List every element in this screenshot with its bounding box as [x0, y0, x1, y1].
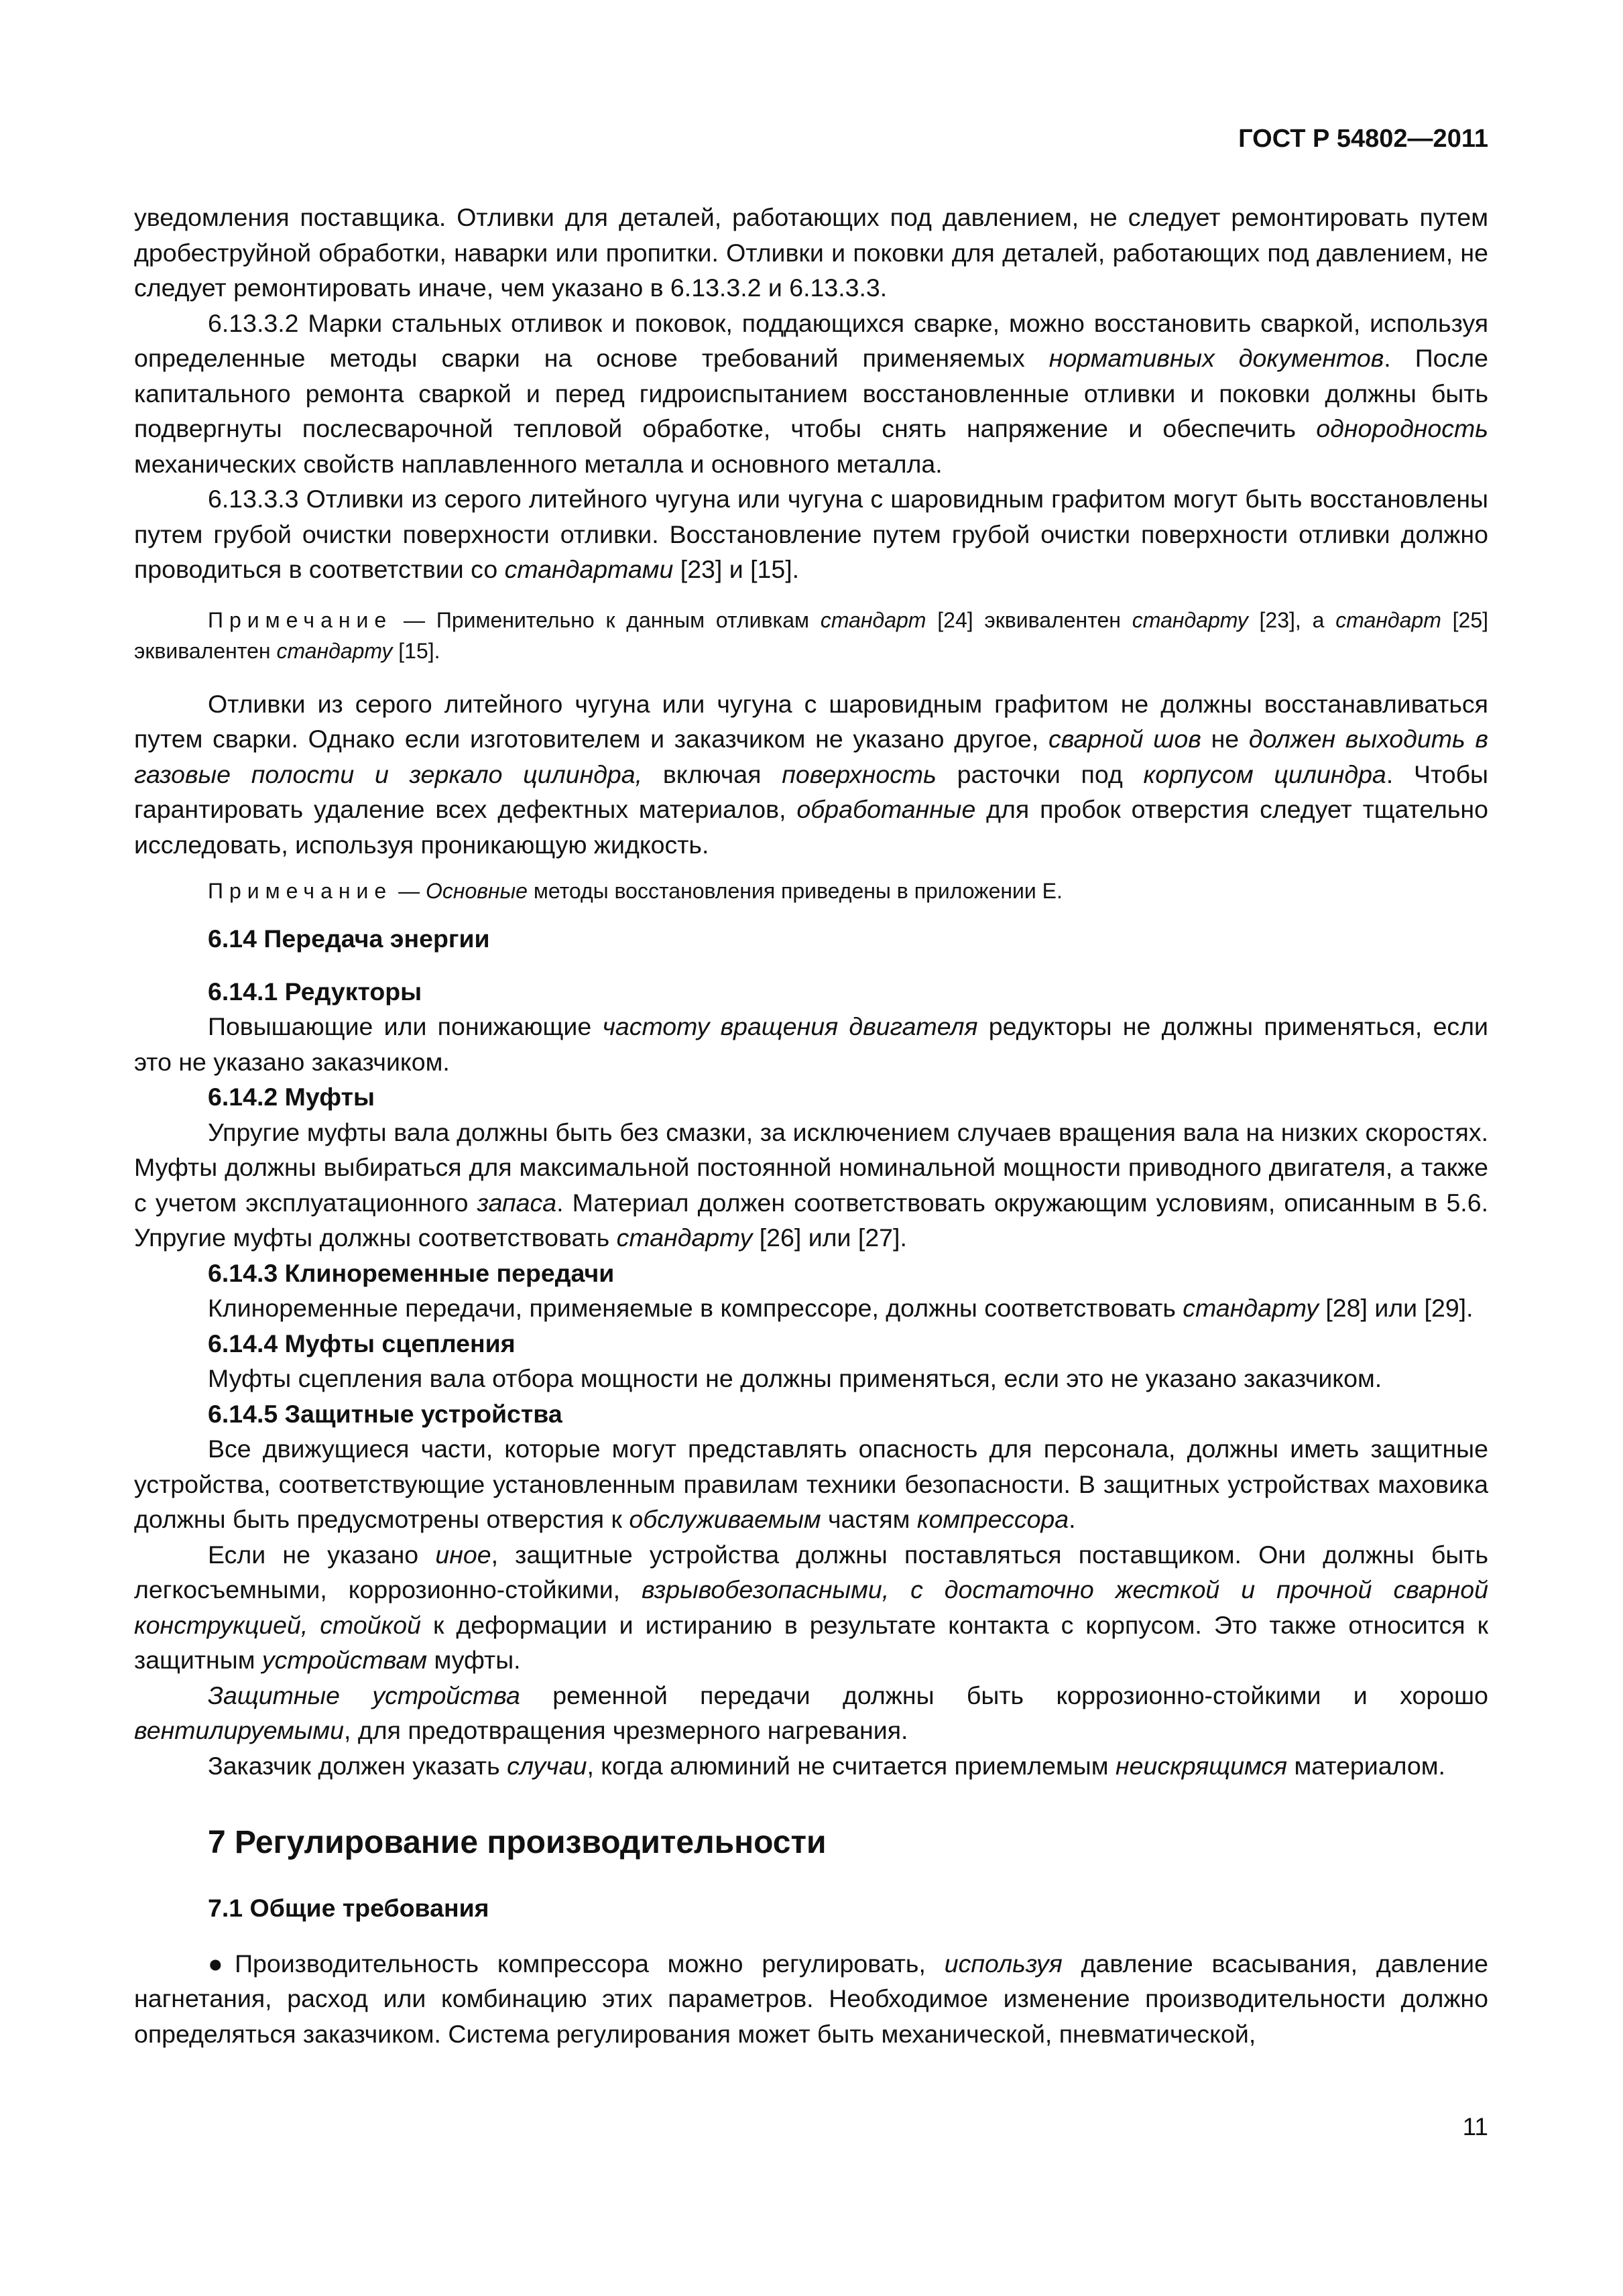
paragraph-6-13-3-2: 6.13.3.2 Марки стальных отливок и поковок, поддающихся сварке, можно восстановить сваркой, используя определенные методы сварки на основе требований применяемых нормативных документов. После капитального ремонта сваркой и перед гидроиспытанием восстановленные отливки и поковки должны быть подвергнуты послесварочной тепловой обработке, чтобы снять напряжение и обеспечить однородность механических свойств наплавленного металла и основного металла.	[134, 308, 1488, 478]
paragraph-couplings: Упругие муфты вала должны быть без смазки, за исключением случаев вращения вала на низких скоростях. Муфты должны выбираться для максимальной постоянной номинальной мощности приводного двигателя, а также с учетом эксплуатационного запаса. Материал должен соответствовать окружающим условиям, описанным в 5.6. Упругие муфты должны соответствовать стандарту [26] или [27].	[134, 1117, 1488, 1252]
page-number: 11	[1462, 2113, 1488, 2140]
heading-7-1: 7.1 Общие требования	[208, 1894, 489, 1922]
heading-6-14-1: 6.14.1 Редукторы	[208, 977, 422, 1006]
paragraph-clutches: Муфты сцепления вала отбора мощности не должны применяться, если это не указано заказчиком.	[208, 1364, 1382, 1392]
paragraph-6-13-3-3: 6.13.3.3 Отливки из серого литейного чугуна или чугуна с шаровидным графитом могут быть восстановлены путем грубой очистки поверхности отливки. Восстановление путем грубой очистки поверхности отливки должно проводиться в соответствии со стандартами [23] и [15].	[134, 485, 1488, 583]
heading-6-14: 6.14 Передача энергии	[208, 924, 490, 953]
heading-6-14-4: 6.14.4 Муфты сцепления	[208, 1329, 516, 1357]
heading-6-14-2: 6.14.2 Муфты	[208, 1083, 375, 1111]
paragraph-gearboxes: Повышающие или понижающие частоту вращения двигателя редукторы не должны применяться, если это не указано заказчиком.	[134, 1012, 1488, 1076]
bullet-icon: ●	[208, 1949, 235, 1978]
paragraph-guards-1: Все движущиеся части, которые могут представлять опасность для персонала, должны иметь защитные устройства, соответствующие установленным правилам техники безопасности. В защитных устройствах маховика должны быть предусмотрены отверстия к обслуживаемым частям компрессора.	[134, 1435, 1488, 1533]
heading-6-14-5: 6.14.5 Защитные устройства	[208, 1399, 562, 1428]
paragraph-guards-4: Заказчик должен указать случаи, когда алюминий не считается приемлемым неискрящимся материалом.	[208, 1751, 1445, 1780]
note-standards-equivalence: Примечание — Применительно к данным отливкам стандарт [24] эквивалентен стандарту [23], а стандарт [25] эквивалентен стандарту [15].	[134, 607, 1489, 663]
heading-section-7: 7 Регулирование производительности	[208, 1825, 827, 1860]
document-code: ГОСТ Р 54802—2011	[1238, 125, 1488, 153]
paragraph-continuation: уведомления поставщика. Отливки для деталей, работающих под давлением, не следует ремонтировать путем дробеструйной обработки, наварки или пропитки. Отливки и поковки для деталей, работающих под давлением, не следует ремонтировать иначе, чем указано в 6.13.3.2 и 6.13.3.3.	[134, 203, 1488, 302]
paragraph-cast-iron-welding: Отливки из серого литейного чугуна или чугуна с шаровидным графитом не должны восстанавливаться путем сварки. Однако если изготовителем и заказчиком не указано другое, сварной шов не должен выходить в газовые полости и зеркало цилиндра, включая поверхность расточки под корпусом цилиндра. Чтобы гарантировать удаление всех дефектных материалов, обработанные для пробок отверстия следует тщательно исследовать, используя проникающую жидкость.	[134, 689, 1489, 859]
paragraph-guards-3: Защитные устройства ременной передачи должны быть коррозионно-стойкими и хорошо вентилируемыми, для предотвращения чрезмерного нагревания.	[134, 1681, 1488, 1744]
heading-6-14-3: 6.14.3 Клиноременные передачи	[208, 1258, 615, 1287]
page-body	[134, 200, 1488, 2051]
paragraph-capacity-control: ●Производительность компрессора можно регулировать, используя давление всасывания, давление нагнетания, расход или комбинацию этих параметров. Необходимое изменение производительности должно определяться заказчиком. Система регулирования может быть механической, пневматической,	[134, 1949, 1488, 2048]
paragraph-guards-2: Если не указано иное, защитные устройства должны поставляться поставщиком. Они должны быть легкосъемными, коррозионно-стойкими, взрывобезопасными, с достаточно жесткой и прочной сварной конструкцией, стойкой к деформации и истиранию в результате контакта с корпусом. Это также относится к защитным устройствам муфты.	[134, 1540, 1488, 1674]
paragraph-v-belt-drives: Клиноременные передачи, применяемые в компрессоре, должны соответствовать стандарту [28] или [29].	[208, 1294, 1474, 1322]
note-restoration-methods: Примечание — Основные методы восстановления приведены в приложении Е.	[208, 879, 1063, 903]
